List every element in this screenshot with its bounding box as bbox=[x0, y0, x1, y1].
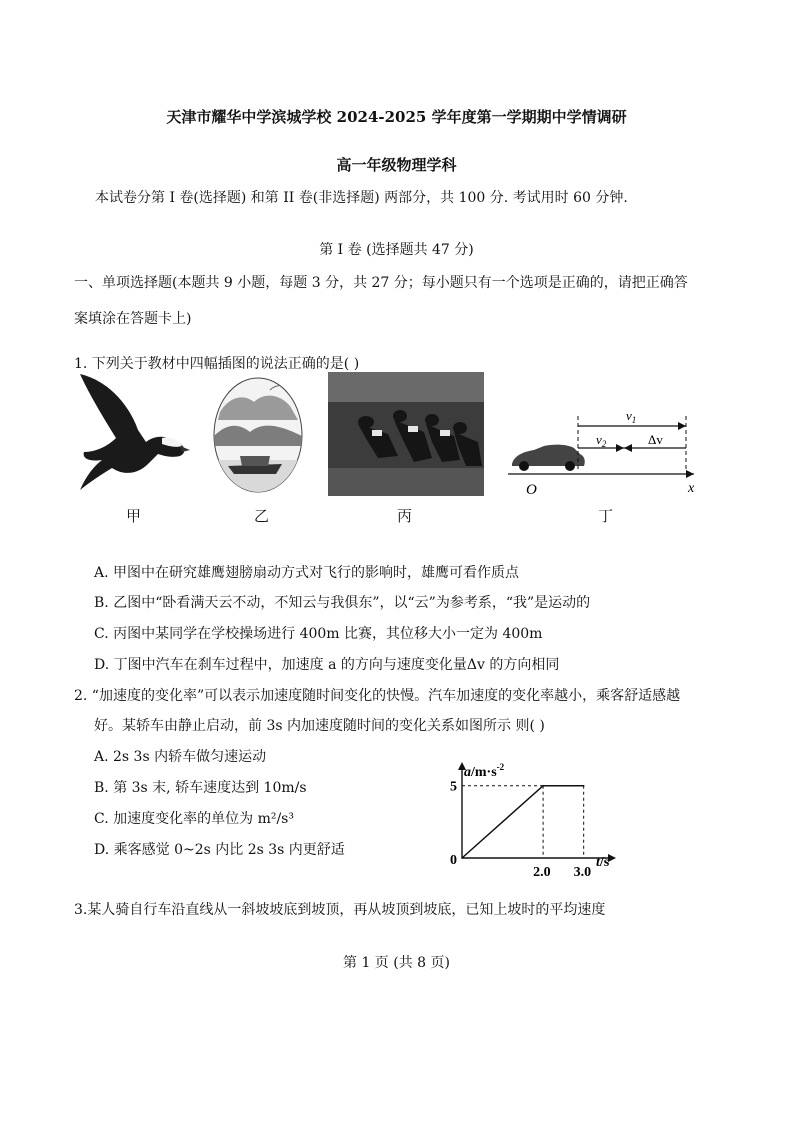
x-tick-label: 3.0 bbox=[573, 865, 592, 880]
page-footer: 第 1 页 (共 8 页) bbox=[343, 955, 450, 971]
q2-option-c: C. 加速度变化率的单位为 m²/s³ bbox=[94, 811, 294, 827]
sprinters-photo bbox=[328, 372, 484, 496]
section-heading: 第 I 卷 (选择题共 47 分) bbox=[319, 242, 474, 258]
v2-label: $v_2$ bbox=[596, 432, 607, 449]
landscape-painting-illustration bbox=[210, 376, 306, 494]
acceleration-time-chart bbox=[440, 758, 630, 880]
caption-jia: 甲 bbox=[126, 507, 142, 525]
x-tick-label: 2.0 bbox=[533, 865, 551, 880]
a-axis-label: $a/m\cdot s^{-2}$ bbox=[464, 762, 505, 780]
origin-label: O bbox=[526, 482, 537, 496]
v1-label: $v_1$ bbox=[626, 408, 637, 425]
eagle-illustration bbox=[76, 372, 196, 494]
series-line bbox=[462, 786, 584, 858]
q2-option-a: A. 2s 3s 内轿车做匀速运动 bbox=[94, 749, 267, 765]
data-point bbox=[542, 785, 544, 787]
car-velocity-diagram bbox=[504, 404, 704, 496]
exam-subtitle: 高一年级物理学科 bbox=[336, 156, 457, 174]
q1-option-a: A. 甲图中在研究雄鹰翅膀扇动方式对飞行的影响时，雄鹰可看作质点 bbox=[94, 565, 520, 581]
q1-option-d: D. 丁图中汽车在刹车过程中，加速度 a 的方向与速度变化量Δv 的方向相同 bbox=[94, 657, 560, 673]
origin-label: 0 bbox=[450, 853, 457, 868]
data-point bbox=[583, 785, 585, 787]
part1-instructions-line1: 一、单项选择题(本题共 9 小题，每题 3 分，共 27 分；每小题只有一个选项是正确的，请把正确答 bbox=[74, 275, 688, 291]
q1-stem: 1. 下列关于教材中四幅插图的说法正确的是( ) bbox=[74, 356, 360, 372]
data-point bbox=[461, 857, 463, 859]
q2-stem-line1: 2. “加速度的变化率”可以表示加速度随时间变化的快慢。汽车加速度的变化率越小，乘客舒适感越 bbox=[74, 688, 681, 704]
y-tick-label: 5 bbox=[450, 779, 457, 795]
x-axis-label: x bbox=[688, 481, 695, 496]
exam-title: 天津市耀华中学滨城学校 2024-2025 学年度第一学期期中学情调研 bbox=[166, 108, 627, 126]
part1-instructions-line2: 案填涂在答题卡上) bbox=[74, 311, 192, 327]
caption-yi: 乙 bbox=[254, 507, 270, 525]
q1-option-c: C. 丙图中某同学在学校操场进行 400m 比赛，其位移大小一定为 400m bbox=[94, 626, 543, 642]
q3-stem: 3.某人骑自行车沿直线从一斜坡坡底到坡顶，再从坡顶到坡底，已知上坡时的平均速度 bbox=[74, 902, 606, 918]
delta-v-label: Δv bbox=[648, 432, 663, 447]
q2-stem-line2: 好。某轿车由静止启动，前 3s 内加速度随时间的变化关系如图所示 则( ) bbox=[94, 718, 545, 734]
caption-ding: 丁 bbox=[598, 507, 614, 525]
exam-intro: 本试卷分第 I 卷(选择题) 和第 II 卷(非选择题) 两部分，共 100 分. 考试用时 60 分钟. bbox=[95, 190, 628, 206]
caption-bing: 丙 bbox=[397, 507, 413, 525]
q2-option-b: B. 第 3s 末, 轿车速度达到 10m/s bbox=[94, 780, 307, 796]
q2-option-d: D. 乘客感觉 0~2s 内比 2s 3s 内更舒适 bbox=[94, 842, 345, 858]
t-axis-label: t/s bbox=[596, 855, 610, 870]
q1-option-b: B. 乙图中“卧看满天云不动，不知云与我俱东”，以“云”为参考系，“我”是运动的 bbox=[94, 595, 591, 611]
